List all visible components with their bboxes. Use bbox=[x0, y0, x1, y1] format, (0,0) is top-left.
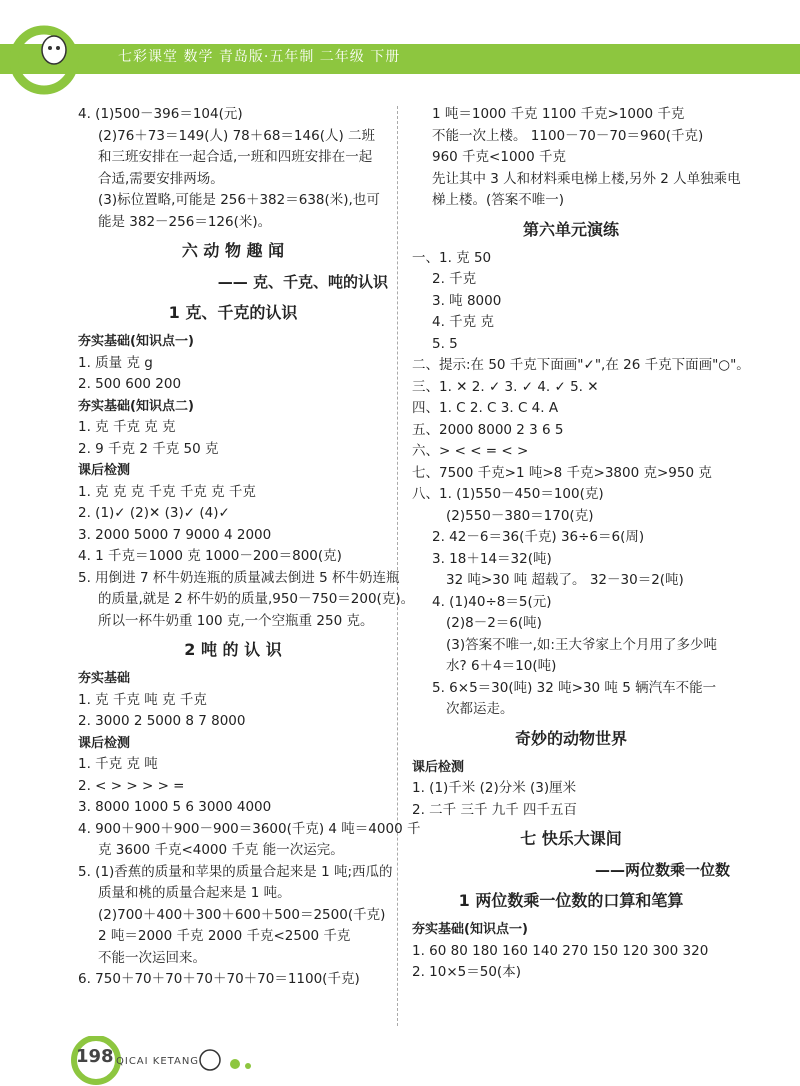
left-line: 和三班安排在一起合适,一班和四班安排在一起 bbox=[98, 149, 373, 165]
left-line: 4. 1 千克＝1000 克 1000－200＝800(克) bbox=[78, 548, 342, 564]
left-line: 1. 克 克 克 千克 千克 克 千克 bbox=[78, 483, 256, 500]
header-title: 七彩课堂 数学 青岛版·五年制 二年级 下册 bbox=[118, 49, 401, 65]
left-line: 1. 千克 克 吨 bbox=[78, 756, 158, 772]
left-line: 所以一杯牛奶重 100 克,一个空瓶重 250 克。 bbox=[98, 612, 374, 629]
mascot-logo-icon bbox=[10, 20, 90, 100]
left-line: 2 吨 的 认 识 bbox=[184, 640, 282, 659]
left-line: 3. 8000 1000 5 6 3000 4000 bbox=[78, 799, 272, 815]
right-line: 5. 5 bbox=[432, 335, 458, 352]
left-line: 2. 500 600 200 bbox=[78, 376, 182, 392]
header-white bbox=[0, 0, 800, 44]
left-line: 课后检测 bbox=[78, 735, 131, 751]
right-line: 一、1. 克 50 bbox=[412, 249, 492, 266]
left-line: 课后检测 bbox=[78, 463, 131, 478]
left-line: 2. < > > > > = bbox=[78, 777, 185, 794]
right-line: 夯实基础(知识点一) bbox=[412, 922, 528, 937]
right-line: ——两位数乘一位数 bbox=[594, 861, 730, 879]
left-line: 1. 克 千克 克 克 bbox=[78, 419, 176, 435]
right-line: 3. 吨 8000 bbox=[432, 292, 502, 309]
footer-brand: QICAI KETANG bbox=[116, 1056, 200, 1067]
right-line: 水? 6＋4＝10(吨) bbox=[446, 658, 557, 674]
right-line: (2)8－2＝6(吨) bbox=[446, 615, 542, 631]
left-line: (3)标位置略,可能是 256＋382＝638(米),也可 bbox=[98, 192, 380, 208]
left-line: 1 克、千克的认识 bbox=[168, 303, 298, 322]
right-line: 2. 10×5＝50(本) bbox=[412, 964, 521, 980]
right-line: 2. 二千 三千 九千 四千五百 bbox=[412, 801, 578, 818]
left-line: 2. 3000 2 5000 8 7 8000 bbox=[78, 713, 246, 729]
column-divider bbox=[397, 106, 398, 1026]
left-line: —— 克、千克、吨的认识 bbox=[217, 273, 388, 291]
right-line: 二、提示:在 50 千克下面画"✓",在 26 千克下面画"○"。 bbox=[412, 357, 750, 373]
right-line: 5. 6×5＝30(吨) 32 吨>30 吨 5 辆汽车不能一 bbox=[432, 679, 717, 696]
right-line: 3. 18＋14＝32(吨) bbox=[432, 550, 552, 567]
left-column bbox=[78, 104, 421, 991]
left-line: 夯实基础(知识点一) bbox=[78, 334, 194, 349]
right-line: 七、7500 千克>1 吨>8 千克>3800 克>950 克 bbox=[412, 464, 712, 481]
left-line: 6. 750＋70＋70＋70＋70＋70＝1100(千克) bbox=[78, 971, 360, 987]
left-line: 1. 质量 克 g bbox=[78, 354, 153, 371]
right-line: 课后检测 bbox=[412, 759, 465, 775]
right-line: 不能一次上楼。 1100－70－70＝960(千克) bbox=[432, 127, 704, 144]
right-line: 先让其中 3 人和材料乘电梯上楼,另外 2 人单独乘电 bbox=[432, 170, 741, 187]
right-line: 七 快乐大课间 bbox=[520, 829, 622, 848]
right-line: 四、1. C 2. C 3. C 4. A bbox=[412, 400, 559, 416]
right-line: 1. 60 80 180 160 140 270 150 120 300 320 bbox=[412, 942, 709, 959]
right-line: 32 吨>30 吨 超载了。 32－30＝2(吨) bbox=[446, 572, 684, 588]
left-line: (2)76＋73＝149(人) 78＋68＝146(人) 二班 bbox=[98, 127, 376, 144]
left-line: 2. (1)✓ (2)✕ (3)✓ (4)✓ bbox=[78, 505, 230, 521]
right-line: 八、1. (1)550－450＝100(克) bbox=[412, 486, 604, 502]
left-line: 质量和桃的质量合起来是 1 吨。 bbox=[98, 885, 291, 901]
right-line: 4. (1)40÷8＝5(元) bbox=[432, 593, 552, 610]
right-line: 1 吨＝1000 千克 1100 千克>1000 千克 bbox=[432, 106, 685, 122]
left-line: 能是 382－256＝126(米)。 bbox=[98, 213, 272, 230]
right-line: 六、> < < = < > bbox=[412, 443, 529, 459]
left-line: 2 吨＝2000 千克 2000 千克<2500 千克 bbox=[98, 928, 351, 944]
left-line: 4. 900＋900＋900－900＝3600(千克) 4 吨＝4000 千 bbox=[78, 820, 421, 837]
left-line: 夯实基础(知识点二) bbox=[78, 398, 194, 414]
right-line: 4. 千克 克 bbox=[432, 314, 494, 330]
right-line: 1 两位数乘一位数的口算和笔算 bbox=[458, 891, 684, 910]
right-line: (3)答案不唯一,如:王大爷家上个月用了多少吨 bbox=[446, 636, 717, 653]
page-number: 198 bbox=[76, 1046, 114, 1067]
right-line: 梯上楼。(答案不唯一) bbox=[432, 192, 565, 208]
right-column bbox=[412, 104, 750, 984]
left-line: 1. 克 千克 吨 克 千克 bbox=[78, 691, 207, 708]
right-line: (2)550－380＝170(克) bbox=[446, 507, 594, 524]
left-line: 合适,需要安排两场。 bbox=[98, 170, 224, 187]
left-line: (2)700＋400＋300＋600＋500＝2500(千克) bbox=[98, 906, 386, 923]
left-line: 5. (1)香蕉的质量和苹果的质量合起来是 1 吨;西瓜的 bbox=[78, 863, 393, 880]
left-line: 克 3600 千克<4000 千克 能一次运完。 bbox=[98, 842, 344, 858]
left-line: 的质量,就是 2 杯牛奶的质量,950－750＝200(克)。 bbox=[98, 591, 415, 607]
right-line: 第六单元演练 bbox=[522, 219, 619, 239]
right-line: 次都运走。 bbox=[446, 701, 514, 717]
left-line: 5. 用倒进 7 杯牛奶连瓶的质量减去倒进 5 杯牛奶连瓶 bbox=[78, 569, 400, 586]
left-line: 3. 2000 5000 7 9000 4 2000 bbox=[78, 526, 272, 543]
left-line: 六 动 物 趣 闻 bbox=[181, 241, 285, 260]
right-line: 奇妙的动物世界 bbox=[514, 728, 627, 748]
right-line: 五、2000 8000 2 3 6 5 bbox=[412, 421, 564, 438]
left-line: 4. (1)500－396＝104(元) bbox=[78, 106, 243, 122]
left-line: 不能一次运回来。 bbox=[98, 949, 206, 966]
right-line: 960 千克<1000 千克 bbox=[432, 149, 567, 165]
left-line: 2. 9 千克 2 千克 50 克 bbox=[78, 440, 219, 457]
footer bbox=[0, 1030, 800, 1086]
right-line: 1. (1)千米 (2)分米 (3)厘米 bbox=[412, 780, 577, 796]
right-line: 2. 千克 bbox=[432, 271, 477, 287]
right-line: 三、1. ✕ 2. ✓ 3. ✓ 4. ✓ 5. ✕ bbox=[412, 378, 599, 395]
left-line: 夯实基础 bbox=[78, 671, 131, 686]
right-line: 2. 42－6＝36(千克) 36÷6＝6(周) bbox=[432, 529, 645, 545]
